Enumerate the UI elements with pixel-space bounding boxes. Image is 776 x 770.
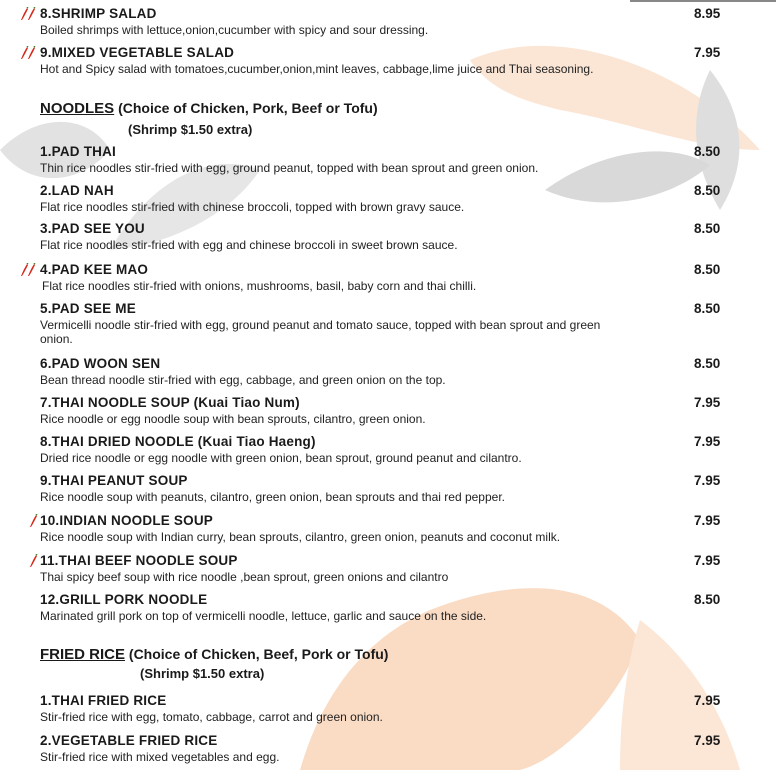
item-name: 4.PAD KEE MAO [40, 262, 149, 277]
menu-item [40, 693, 740, 724]
item-description: Flat rice noodles stir-fried with chinese broccoli, topped with brown gravy sauce. [40, 200, 465, 214]
menu-item [40, 513, 740, 544]
item-description: Hot and Spicy salad with tomatoes,cucumber,onion,mint leaves, cabbage,lime juice and Thai seasoning. [40, 62, 594, 76]
item-name: 2.LAD NAH [40, 183, 114, 198]
chili-pepper-icon [28, 554, 40, 573]
menu-item [40, 301, 740, 346]
item-name: 11.THAI BEEF NOODLE SOUP [40, 553, 238, 568]
item-description: Rice noodle soup with peanuts, cilantro, green onion, bean sprouts and thai red pepper. [40, 490, 505, 504]
item-description: Rice noodle or egg noodle soup with bean sprouts, cilantro, green onion. [40, 412, 426, 426]
item-name: 9.THAI PEANUT SOUP [40, 473, 188, 488]
section-heading: NOODLES [40, 100, 115, 117]
item-name: 5.PAD SEE ME [40, 301, 136, 316]
item-name: 1.THAI FRIED RICE [40, 693, 167, 708]
item-description: Flat rice noodles stir-fried with onions, mushrooms, basil, baby corn and thai chilli. [42, 279, 477, 293]
section-choice: (Choice of Chicken, Pork, Beef or Tofu) [118, 100, 378, 116]
item-name: 12.GRILL PORK NOODLE [40, 592, 208, 607]
item-price: 8.50 [694, 262, 721, 277]
item-name: 2.VEGETABLE FRIED RICE [40, 733, 218, 748]
item-description: Bean thread noodle stir-fried with egg, cabbage, and green onion on the top. [40, 373, 446, 387]
item-name: 8.THAI DRIED NOODLE (Kuai Tiao Haeng) [40, 434, 316, 449]
item-price: 7.95 [694, 513, 721, 528]
item-name: 9.MIXED VEGETABLE SALAD [40, 45, 235, 60]
menu-item [40, 221, 740, 252]
menu-item [40, 592, 740, 623]
item-name: 8.SHRIMP SALAD [40, 6, 157, 21]
chili-pepper-icon [19, 7, 39, 26]
item-price: 7.95 [694, 733, 721, 748]
section-extra-note: (Shrimp $1.50 extra) [140, 666, 265, 681]
item-price: 7.95 [694, 434, 721, 449]
item-description: Flat rice noodles stir-fried with egg and chinese broccoli in sweet brown sauce. [40, 238, 458, 252]
chili-pepper-icon [19, 46, 39, 65]
menu-item [40, 6, 740, 37]
menu-item [40, 553, 740, 584]
item-price: 7.95 [694, 553, 721, 568]
item-price: 8.50 [694, 301, 721, 316]
item-price: 8.95 [694, 6, 721, 21]
item-description: Thin rice noodles stir-fried with egg, ground peanut, topped with bean sprout and green onion. [40, 161, 539, 175]
item-price: 8.50 [694, 592, 721, 607]
item-description: Thai spicy beef soup with rice noodle ,bean sprout, green onions and cilantro [40, 570, 449, 584]
item-description: Rice noodle soup with Indian curry, bean sprouts, cilantro, green onion, peanuts and coconut milk. [40, 530, 561, 544]
item-description: Dried rice noodle or egg noodle with green onion, bean sprout, ground peanut and cilantro. [40, 451, 522, 465]
divider-line [630, 0, 776, 2]
menu-item [40, 733, 740, 764]
item-name: 10.INDIAN NOODLE SOUP [40, 513, 213, 528]
menu-item [40, 395, 740, 426]
item-description: Stir-fried rice with mixed vegetables and egg. [40, 750, 280, 764]
item-price: 8.50 [694, 144, 721, 159]
item-price: 7.95 [694, 45, 721, 60]
section-extra-note: (Shrimp $1.50 extra) [128, 122, 253, 137]
menu-item [40, 45, 740, 76]
menu-item [40, 183, 740, 214]
section-choice: (Choice of Chicken, Beef, Pork or Tofu) [128, 646, 389, 662]
item-price: 8.50 [694, 221, 721, 236]
item-description: Boiled shrimps with lettuce,onion,cucumber with spicy and sour dressing. [40, 23, 429, 37]
item-name: 3.PAD SEE YOU [40, 221, 145, 236]
item-price: 8.50 [694, 183, 721, 198]
item-description: Marinated grill pork on top of vermicelli noodle, lettuce, garlic and sauce on the side. [40, 609, 487, 623]
item-description: Stir-fried rice with egg, tomato, cabbage, carrot and green onion. [40, 710, 383, 724]
item-price: 7.95 [694, 473, 721, 488]
item-price: 7.95 [694, 693, 721, 708]
item-description: Vermicelli noodle stir-fried with egg, ground peanut and tomato sauce, topped with bean sprout and green onion. [40, 318, 601, 346]
chili-pepper-icon [28, 514, 40, 533]
menu-item [40, 144, 740, 175]
item-name: 7.THAI NOODLE SOUP (Kuai Tiao Num) [40, 395, 300, 410]
menu-item [40, 262, 740, 293]
menu-item [40, 356, 740, 387]
item-name: 1.PAD THAI [40, 144, 117, 159]
section-header-fried-rice [40, 646, 388, 663]
item-name: 6.PAD WOON SEN [40, 356, 161, 371]
menu-item [40, 434, 740, 465]
section-header-noodles [40, 100, 378, 117]
item-price: 8.50 [694, 356, 721, 371]
chili-pepper-icon [19, 263, 39, 282]
menu-item [40, 473, 740, 504]
item-price: 7.95 [694, 395, 721, 410]
section-heading: FRIED RICE [40, 646, 126, 663]
